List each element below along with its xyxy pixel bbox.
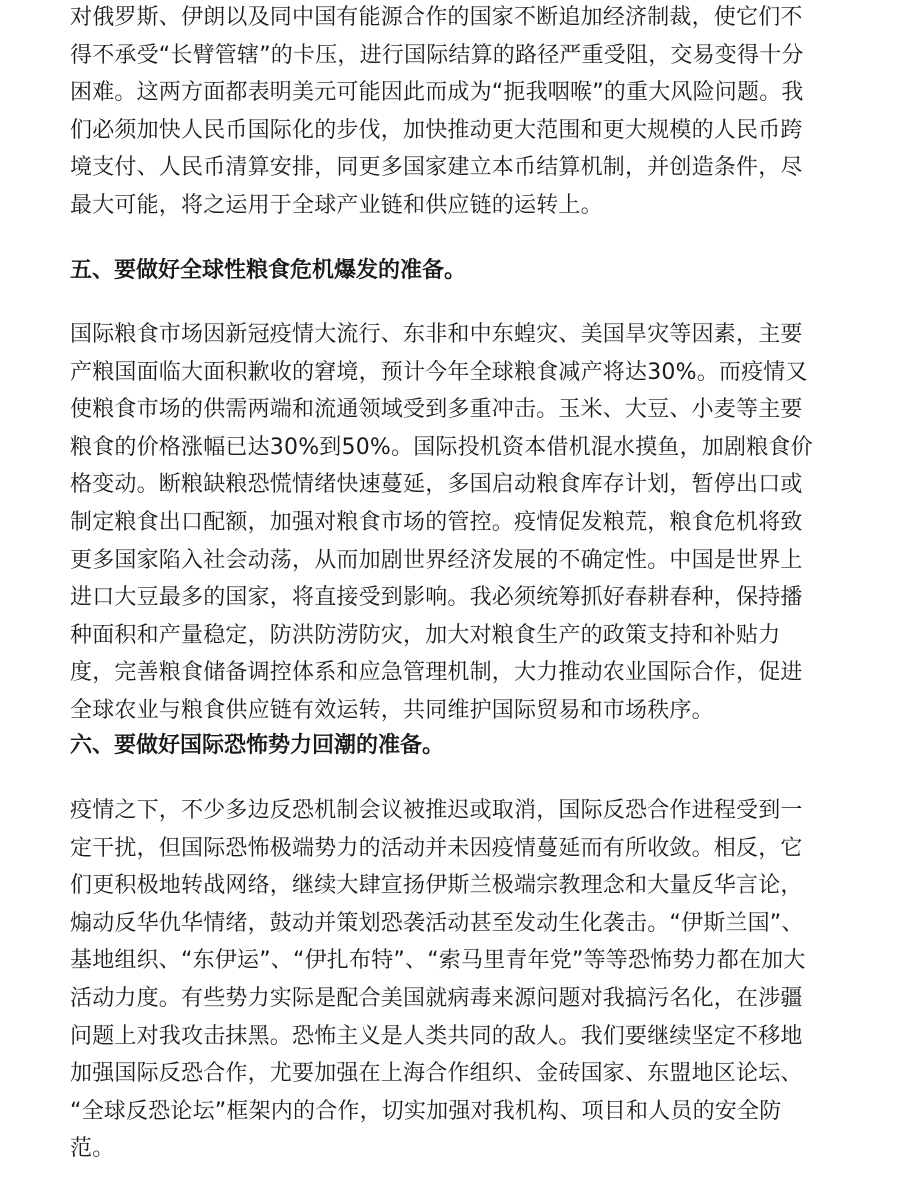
paragraph-line: 境支付、人民币清算安排，同更多国家建立本币结算机制，并创造条件，尽	[70, 155, 803, 181]
paragraph-line: 全球农业与粮食供应链有效运转，共同维护国际贸易和市场秩序。	[70, 697, 714, 723]
paragraph-line: 基地组织、“东伊运”、“伊扎布特”、“索马里青年党”等等恐怖势力都在加大	[70, 948, 806, 974]
paragraph-line: 活动力度。有些势力实际是配合美国就病毒来源问题对我搞污名化，在涉疆	[70, 985, 803, 1011]
paragraph-line: 加强国际反恐合作，尤要加强在上海合作组织、金砖国家、东盟地区论坛、	[70, 1061, 803, 1087]
paragraph-line: 疫情之下，不少多边反恐机制会议被推迟或取消，国际反恐合作进程受到一	[70, 798, 803, 823]
paragraph-line: 范。	[70, 1136, 115, 1162]
paragraph-line: 煽动反华仇华情绪，鼓动并策划恐袭活动甚至发动生化袭击。“伊斯兰国”、	[70, 910, 804, 936]
paragraph-line: 得不承受“长臂管辖”的卡压，进行国际结算的路径严重受阻，交易变得十分	[70, 42, 804, 68]
paragraph-currency	[70, 0, 830, 225]
paragraph-line: “全球反恐论坛”框架内的合作，切实加强对我机构、项目和人员的安全防	[70, 1098, 782, 1124]
paragraph-line: 格变动。断粮缺粮恐慌情绪快速蔓延，多国启动粮食库存计划，暂停出口或	[70, 472, 803, 498]
paragraph-line: 对俄罗斯、伊朗以及同中国有能源合作的国家不断追加经济制裁，使它们不	[70, 5, 803, 30]
paragraph-food-crisis	[70, 316, 830, 730]
paragraph-line: 产粮国面临大面积歉收的窘境，预计今年全球粮食减产将达30%。而疫情又	[70, 359, 808, 385]
paragraph-line: 们必须加快人民币国际化的步伐，加快推动更大范围和更大规模的人民币跨	[70, 117, 803, 143]
paragraph-line: 粮食的价格涨幅已达30%到50%。国际投机资本借机混水摸鱼，加剧粮食价	[70, 434, 813, 460]
paragraph-line: 最大可能，将之运用于全球产业链和供应链的运转上。	[70, 192, 603, 218]
paragraph-line: 定干扰，但国际恐怖极端势力的活动并未因疫情蔓延而有所收敛。相反，它	[70, 835, 803, 861]
paragraph-line: 困难。这两方面都表明美元可能因此而成为“扼我咽喉”的重大风险问题。我	[70, 80, 804, 106]
paragraph-line: 问题上对我攻击抹黑。恐怖主义是人类共同的敌人。我们要继续坚定不移地	[70, 1023, 803, 1049]
paragraph-line: 使粮食市场的供需两端和流通领域受到多重冲击。玉米、大豆、小麦等主要	[70, 397, 803, 423]
paragraph-line: 度，完善粮食储备调控体系和应急管理机制，大力推动农业国际合作，促进	[70, 660, 803, 686]
paragraph-line: 进口大豆最多的国家，将直接受到影响。我必须统筹抓好春耕春种，保持播	[70, 585, 803, 611]
paragraph-line: 们更积极地转战网络，继续大肆宣扬伊斯兰极端宗教理念和大量反华言论，	[70, 873, 803, 899]
paragraph-line: 制定粮食出口配额，加强对粮食市场的管控。疫情促发粮荒，粮食危机将致	[70, 509, 803, 535]
section-heading-terrorism: 六、要做好国际恐怖势力回潮的准备。	[70, 733, 445, 758]
paragraph-line: 国际粮食市场因新冠疫情大流行、东非和中东蝗灾、美国旱灾等因素，主要	[70, 322, 803, 347]
section-heading-food-crisis: 五、要做好全球性粮食危机爆发的准备。	[70, 258, 467, 283]
paragraph-line: 种面积和产量稳定，防洪防涝防灾，加大对粮食生产的政策支持和补贴力	[70, 622, 781, 648]
paragraph-terrorism	[70, 792, 830, 1168]
paragraph-line: 更多国家陷入社会动荡，从而加剧世界经济发展的不确定性。中国是世界上	[70, 547, 803, 573]
